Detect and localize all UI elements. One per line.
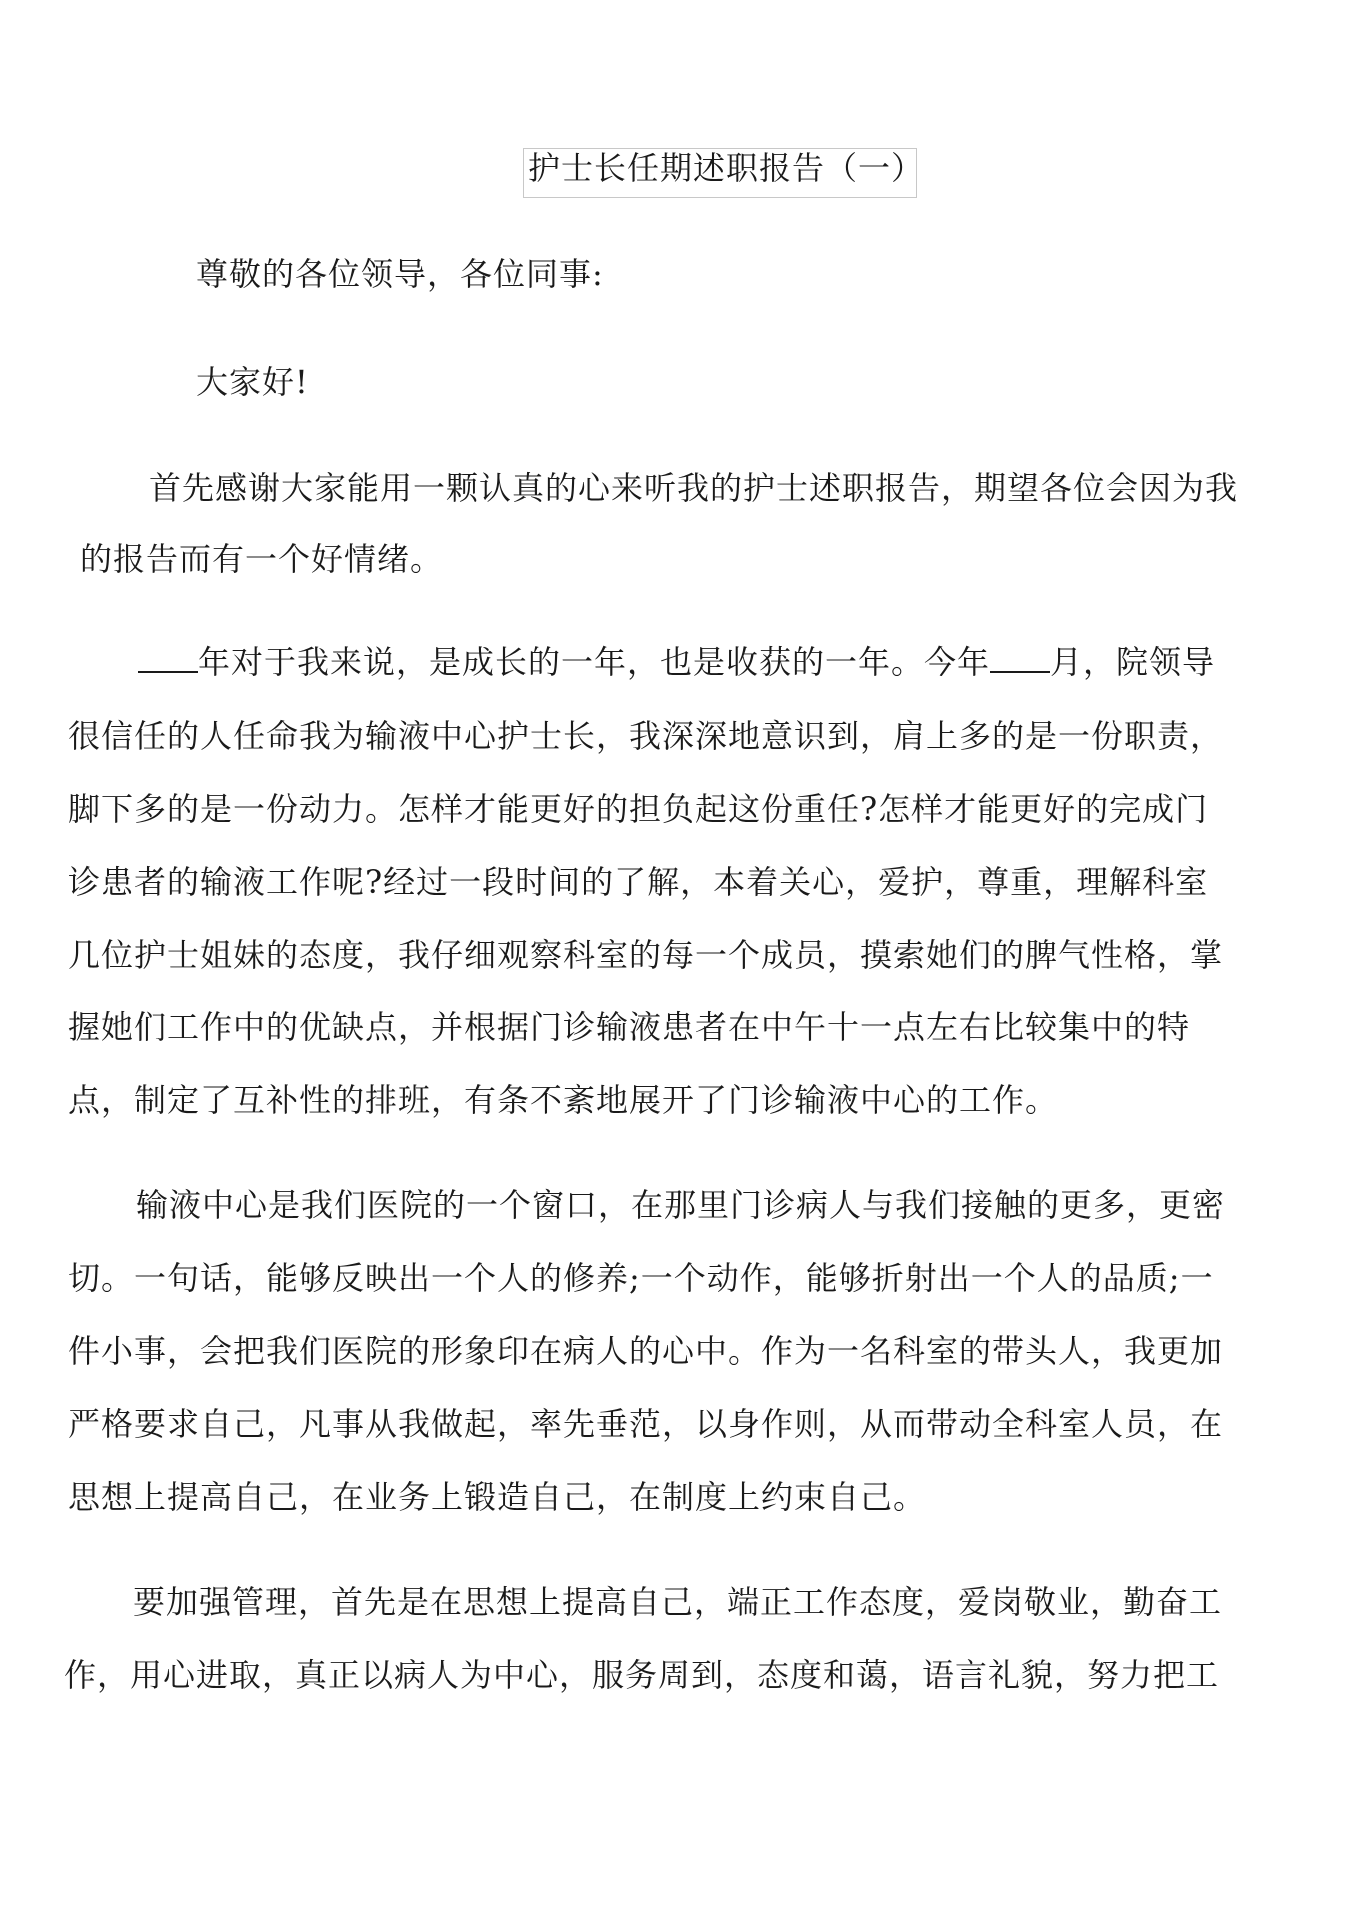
paragraph-1-line: 首先感谢大家能用一颗认真的心来听我的护士述职报告，期望各位会因为我 [149, 469, 1239, 507]
paragraph-3-line: 思想上提高自己，在业务上锻造自己，在制度上约束自己。 [68, 1478, 927, 1516]
salutation: 尊敬的各位领导，各位同事: [196, 255, 604, 293]
document-title: 护士长任期述职报告（一） [528, 149, 925, 187]
paragraph-2-line: 诊患者的输液工作呢?经过一段时间的了解，本着关心，爱护，尊重，理解科室 [68, 863, 1209, 901]
greeting: 大家好! [196, 363, 309, 401]
paragraph-2-line: 点，制定了互补性的排班，有条不紊地展开了门诊输液中心的工作。 [68, 1081, 1059, 1119]
paragraph-2-line: 握她们工作中的优缺点，并根据门诊输液患者在中午十一点左右比较集中的特 [68, 1008, 1191, 1046]
paragraph-3-line: 件小事，会把我们医院的形象印在病人的心中。作为一名科室的带头人，我更加 [68, 1332, 1224, 1370]
paragraph-4-line: 作，用心进取，真正以病人为中心，服务周到，态度和蔼，语言礼貌，努力把工 [64, 1656, 1220, 1694]
paragraph-3-line: 严格要求自己，凡事从我做起，率先垂范，以身作则，从而带动全科室人员，在 [68, 1405, 1224, 1443]
paragraph-2-first-line [138, 640, 1215, 684]
paragraph-4-line: 要加强管理，首先是在思想上提高自己，端正工作态度，爱岗敬业，勤奋工 [133, 1583, 1223, 1621]
paragraph-1-line: 的报告而有一个好情绪。 [80, 540, 444, 578]
paragraph-2-text: 月，院领导 [1050, 643, 1216, 681]
blank-underline [990, 641, 1050, 673]
paragraph-2-line: 几位护士姐妹的态度，我仔细观察科室的每一个成员，摸索她们的脾气性格，掌 [68, 936, 1224, 974]
paragraph-3-line: 输液中心是我们医院的一个窗口，在那里门诊病人与我们接触的更多，更密 [136, 1186, 1226, 1224]
paragraph-2-line: 脚下多的是一份动力。怎样才能更好的担负起这份重任?怎样才能更好的完成门 [68, 790, 1209, 828]
blank-underline [138, 641, 198, 673]
paragraph-2-text: 年对于我来说，是成长的一年，也是收获的一年。今年 [198, 643, 991, 681]
paragraph-3-line: 切。一句话，能够反映出一个人的修养;一个动作，能够折射出一个人的品质;一 [68, 1259, 1214, 1297]
paragraph-2-line: 很信任的人任命我为输液中心护士长，我深深地意识到，肩上多的是一份职责， [68, 717, 1224, 755]
